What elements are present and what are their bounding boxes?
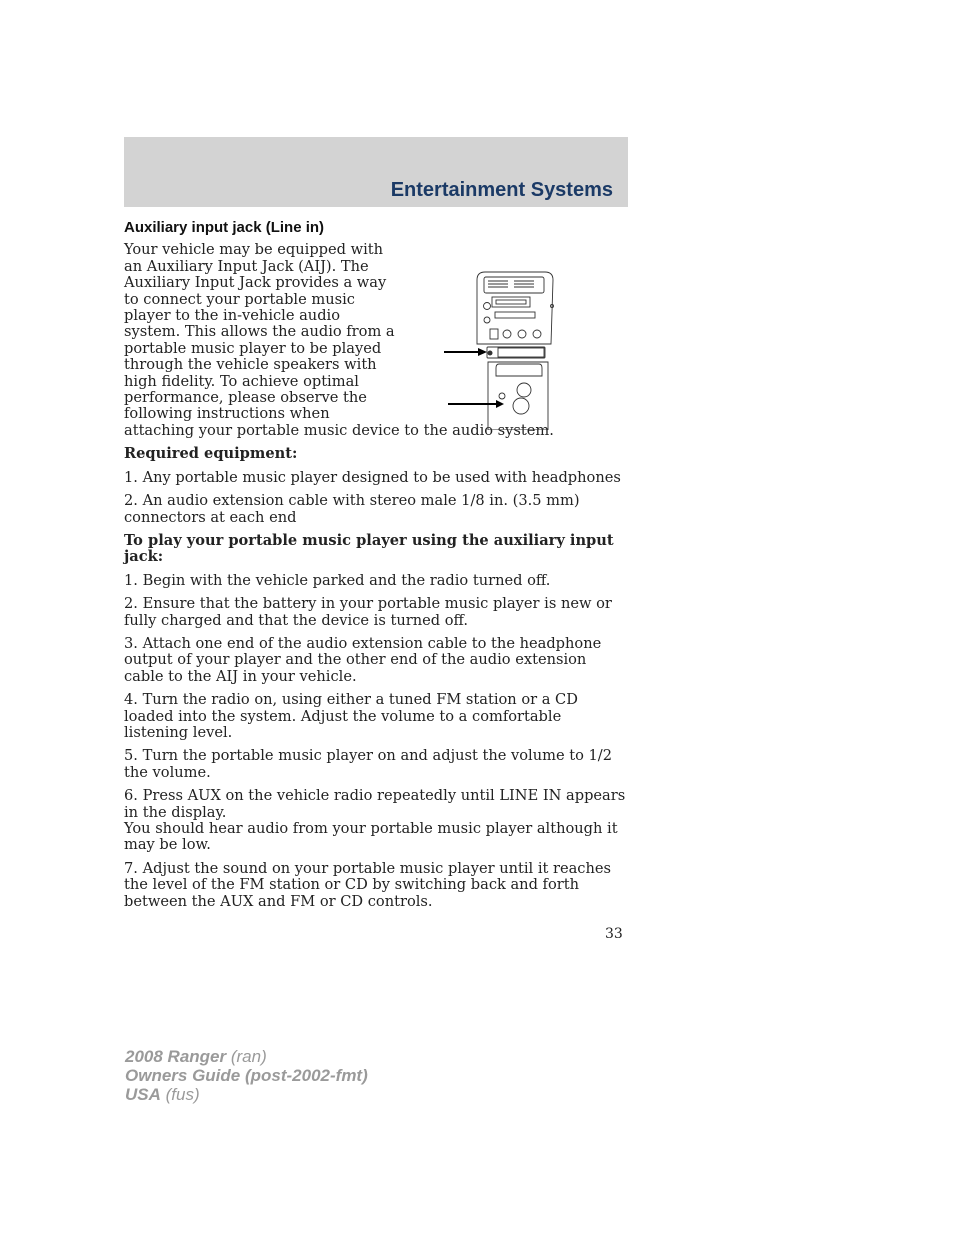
intro-line: performance, please observe the <box>124 389 367 407</box>
intro-line: Your vehicle may be equipped with <box>124 241 384 259</box>
intro-line: following instructions when <box>124 405 330 423</box>
main-content <box>124 220 628 917</box>
footer-market: USA <box>125 1085 161 1104</box>
footer-model: 2008 Ranger <box>125 1047 227 1066</box>
required-heading: Required equipment: <box>124 445 298 463</box>
required-item: 1. Any portable music player designed to be used with headphones <box>124 468 621 486</box>
intro-line: high fidelity. To achieve optimal <box>124 372 359 390</box>
footer-market-code: (fus) <box>160 1085 200 1104</box>
step-item: 1. Begin with the vehicle parked and the radio turned off. <box>124 571 551 589</box>
intro-line: system. This allows the audio from a <box>124 323 395 341</box>
step-item: 6. Press AUX on the vehicle radio repeatedly until LINE IN appears in the display. <box>124 787 626 821</box>
step-item: 7. Adjust the sound on your portable music player until it reaches the level of the FM station or CD by switching back and forth between the AUX and FM or CD controls. <box>124 859 612 910</box>
console-diagram <box>444 264 554 430</box>
intro-line: to connect your portable music <box>124 290 355 308</box>
step-item: 5. Turn the portable music player on and adjust the volume to 1/2 the volume. <box>124 747 613 781</box>
intro-line: Auxiliary Input Jack provides a way <box>124 274 387 292</box>
step-item: 3. Attach one end of the audio extension cable to the headphone output of your player and the other end of the audio extension cable to the AIJ in your vehicle. <box>124 634 602 685</box>
footer-model-code: (ran) <box>226 1047 267 1066</box>
step-item: 4. Turn the radio on, using either a tuned FM station or a CD loaded into the system. Adjust the volume to a comfortable listening level. <box>124 691 578 741</box>
footer-line <box>125 1066 368 1085</box>
intro-block <box>124 242 628 439</box>
step-item: 2. Ensure that the battery in your portable music player is new or fully charged and that the device is turned off. <box>124 595 612 629</box>
page-number: 33 <box>605 926 623 942</box>
footer <box>125 1047 368 1104</box>
intro-line: portable music player to be played <box>124 339 382 357</box>
footer-guide: Owners Guide (post-2002-fmt) <box>125 1066 368 1085</box>
page-title: Entertainment Systems <box>390 179 613 201</box>
intro-line: through the vehicle speakers with <box>124 356 377 374</box>
intro-line: player to the in-vehicle audio <box>124 307 340 325</box>
steps-heading: To play your portable music player using the auxiliary input jack: <box>124 531 614 566</box>
footer-line <box>125 1047 368 1066</box>
header-band <box>124 137 628 207</box>
step-note: You should hear audio from your portable music player although it may be low. <box>124 820 618 854</box>
intro-line: an Auxiliary Input Jack (AIJ). The <box>124 257 369 275</box>
intro-tail: attaching your portable music device to the audio system. <box>124 421 554 439</box>
section-title: Auxiliary input jack (Line in) <box>124 219 325 236</box>
footer-line <box>125 1085 368 1104</box>
intro-paragraph <box>124 242 424 422</box>
required-item: 2. An audio extension cable with stereo male 1/8 in. (3.5 mm) connectors at each end <box>124 492 580 526</box>
